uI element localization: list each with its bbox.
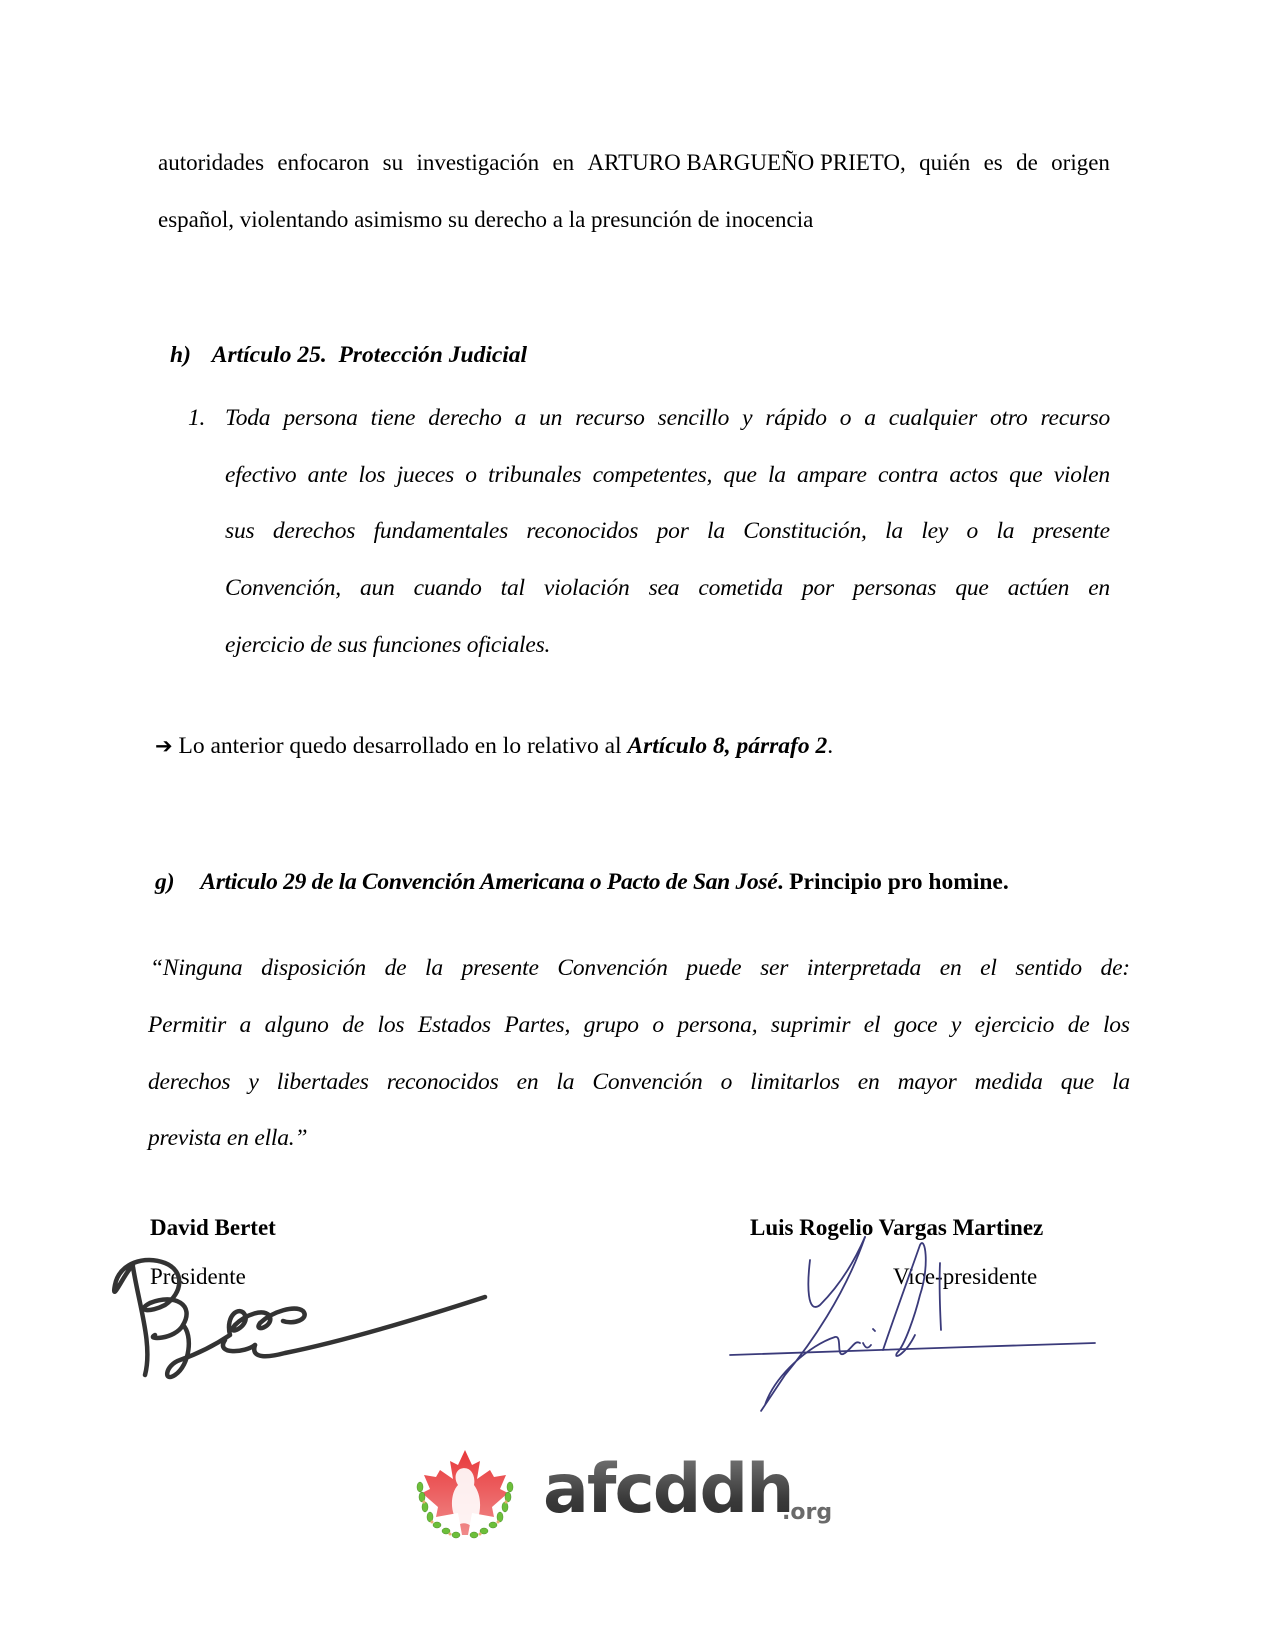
- word: aun: [359, 575, 395, 601]
- word: que: [723, 462, 757, 488]
- word: reconocidos: [386, 1069, 499, 1095]
- word: de:: [1100, 955, 1130, 981]
- word: derechos: [148, 1069, 231, 1095]
- word: competentes,: [592, 462, 713, 488]
- word: que: [1060, 1069, 1095, 1095]
- word: tiene: [370, 405, 416, 431]
- word: a: [514, 405, 527, 431]
- word: Estados: [417, 1012, 491, 1038]
- word: enfocaron: [277, 150, 370, 175]
- word: efectivo: [225, 462, 297, 488]
- word: ley: [921, 518, 949, 544]
- word: reconocidos: [526, 518, 639, 544]
- intro-line-1: [158, 148, 1110, 178]
- word: por: [801, 575, 834, 601]
- word: derecho: [428, 405, 502, 431]
- note-text: Lo anterior quedo desarrollado en lo relativo al: [178, 733, 628, 759]
- quote-line-2: [148, 1010, 1130, 1040]
- note-article-reference: Artículo 8, párrafo 2: [627, 733, 828, 759]
- word: tribunales: [488, 462, 582, 488]
- word: en: [857, 1069, 880, 1095]
- word: mayor: [897, 1069, 957, 1095]
- item-line-5: [225, 630, 550, 660]
- word: y: [950, 1012, 962, 1038]
- section-h-heading: [170, 340, 527, 370]
- word: goce: [893, 1012, 938, 1038]
- word: de: [384, 955, 407, 981]
- word: limitarlos: [750, 1069, 840, 1095]
- word: ampare: [797, 462, 867, 488]
- word: autoridades: [158, 150, 265, 175]
- word: el: [980, 955, 997, 981]
- word: sentido: [1015, 955, 1082, 981]
- word: violación: [543, 575, 630, 601]
- word: puede: [686, 955, 742, 981]
- note-suffix: .: [827, 733, 834, 759]
- word: o: [720, 1069, 733, 1095]
- item-line-3: [225, 516, 1110, 546]
- section-g-marker: g): [155, 869, 175, 895]
- logo-domain-suffix: .org: [782, 1500, 833, 1525]
- item-line-4: [225, 573, 1110, 603]
- word: de: [342, 1012, 364, 1038]
- word: quién: [919, 150, 971, 175]
- word: presente: [1032, 518, 1110, 544]
- word: fundamentales: [373, 518, 509, 544]
- maple-leaf-wreath-icon: [410, 1445, 520, 1555]
- word: o: [839, 405, 852, 431]
- word: “Ninguna: [150, 955, 243, 981]
- word: ARTURO BARGUEÑO PRIETO,: [587, 150, 906, 175]
- logo-wordmark: afcddh: [543, 1450, 793, 1529]
- wreath-berries: [423, 1501, 508, 1536]
- word: actúen: [1007, 575, 1070, 601]
- word: Convención,: [225, 575, 341, 601]
- word: sus: [225, 518, 255, 544]
- word: ser: [760, 955, 789, 981]
- laurel-wreath: [417, 1482, 513, 1538]
- word: investigación: [416, 150, 540, 175]
- word: en: [516, 1069, 539, 1095]
- maple-leaf: [422, 1450, 508, 1535]
- word: derechos: [272, 518, 356, 544]
- word: en: [939, 955, 962, 981]
- vice-president-role: Vice-presidente: [893, 1264, 1038, 1289]
- section-h-title: Artículo 25. Protección Judicial: [211, 342, 528, 368]
- intro-line-2: [158, 205, 813, 235]
- word: los: [1102, 1012, 1130, 1038]
- word: y: [248, 1069, 259, 1095]
- figure-silhouette: [452, 1468, 480, 1527]
- word: cualquier: [888, 405, 978, 431]
- quote-line-4: [148, 1123, 307, 1153]
- word: alguno: [264, 1012, 329, 1038]
- word: la: [1112, 1069, 1130, 1095]
- word: disposición: [261, 955, 366, 981]
- word: de: [1016, 150, 1038, 175]
- word: sencillo: [657, 405, 730, 431]
- quote-line-4-text: prevista en ella.”: [148, 1125, 308, 1151]
- president-role: Presidente: [150, 1264, 246, 1289]
- item-line-5-text: ejercicio de sus funciones oficiales.: [225, 632, 551, 658]
- item-number: 1.: [188, 405, 206, 431]
- word: presente: [461, 955, 539, 981]
- word: por: [656, 518, 689, 544]
- word: origen: [1051, 150, 1110, 175]
- word: Convención: [557, 955, 668, 981]
- word: otro: [990, 405, 1028, 431]
- word: Permitir: [148, 1012, 227, 1038]
- word: que: [955, 575, 989, 601]
- word: contra: [877, 462, 939, 488]
- section-h-marker: h): [170, 342, 191, 368]
- president-name: David Bertet: [150, 1215, 276, 1240]
- word: la: [885, 518, 903, 544]
- section-g-heading: [155, 867, 1009, 897]
- word: ante: [307, 462, 348, 488]
- word: en: [552, 150, 575, 175]
- item-line-2: [225, 460, 1110, 490]
- item-line-1: [225, 403, 1110, 433]
- word: que: [1009, 462, 1043, 488]
- word: la: [707, 518, 725, 544]
- word: la: [996, 518, 1015, 544]
- word: los: [358, 462, 386, 488]
- word: Toda: [225, 405, 271, 431]
- section-g-subtitle: . Principio pro homine.: [777, 869, 1009, 895]
- word: violen: [1053, 462, 1110, 488]
- word: recurso: [575, 405, 645, 431]
- word: es: [983, 150, 1003, 175]
- word: a: [864, 405, 876, 431]
- word: sea: [648, 575, 680, 601]
- word: Partes,: [504, 1012, 571, 1038]
- word: rápido: [765, 405, 827, 431]
- word: suprimir: [770, 1012, 851, 1038]
- word: la: [767, 462, 786, 488]
- word: su: [382, 150, 404, 175]
- vice-president-name: Luis Rogelio Vargas Martinez: [750, 1215, 1044, 1240]
- word: personas: [853, 575, 937, 601]
- word: la: [556, 1069, 575, 1095]
- cross-reference-note: [155, 731, 833, 761]
- word: Convención: [592, 1069, 703, 1095]
- word: o: [966, 518, 979, 544]
- word: Constitución,: [743, 518, 867, 544]
- word: o: [465, 462, 477, 488]
- word: persona: [283, 405, 358, 431]
- word: los: [377, 1012, 405, 1038]
- word: recurso: [1040, 405, 1110, 431]
- word: libertades: [276, 1069, 369, 1095]
- word: de: [1067, 1012, 1090, 1038]
- word: y: [742, 405, 753, 431]
- word: a: [239, 1012, 252, 1038]
- word: o: [652, 1012, 664, 1038]
- word: jueces: [396, 462, 455, 488]
- word: la: [425, 955, 443, 981]
- word: medida: [974, 1069, 1043, 1095]
- arrow-right-icon: ➔: [155, 734, 173, 758]
- word: actos: [949, 462, 998, 488]
- vice-president-signature: [725, 1225, 1125, 1425]
- intro-line-2-text: español, violentando asimismo su derecho a la presunción de inocencia: [158, 207, 814, 232]
- word: el: [863, 1012, 881, 1038]
- quote-line-1: [150, 953, 1130, 983]
- word: grupo: [583, 1012, 639, 1038]
- word: persona,: [677, 1012, 758, 1038]
- word: cometida: [698, 575, 783, 601]
- word: interpretada: [806, 955, 922, 981]
- word: cuando: [413, 575, 482, 601]
- word: tal: [500, 575, 525, 601]
- word: ejercicio: [974, 1012, 1055, 1038]
- quote-line-3: [148, 1067, 1130, 1097]
- word: un: [539, 405, 563, 431]
- section-g-title: Articulo 29 de la Convención Americana o Pacto de San José: [200, 869, 778, 895]
- word: en: [1088, 575, 1110, 601]
